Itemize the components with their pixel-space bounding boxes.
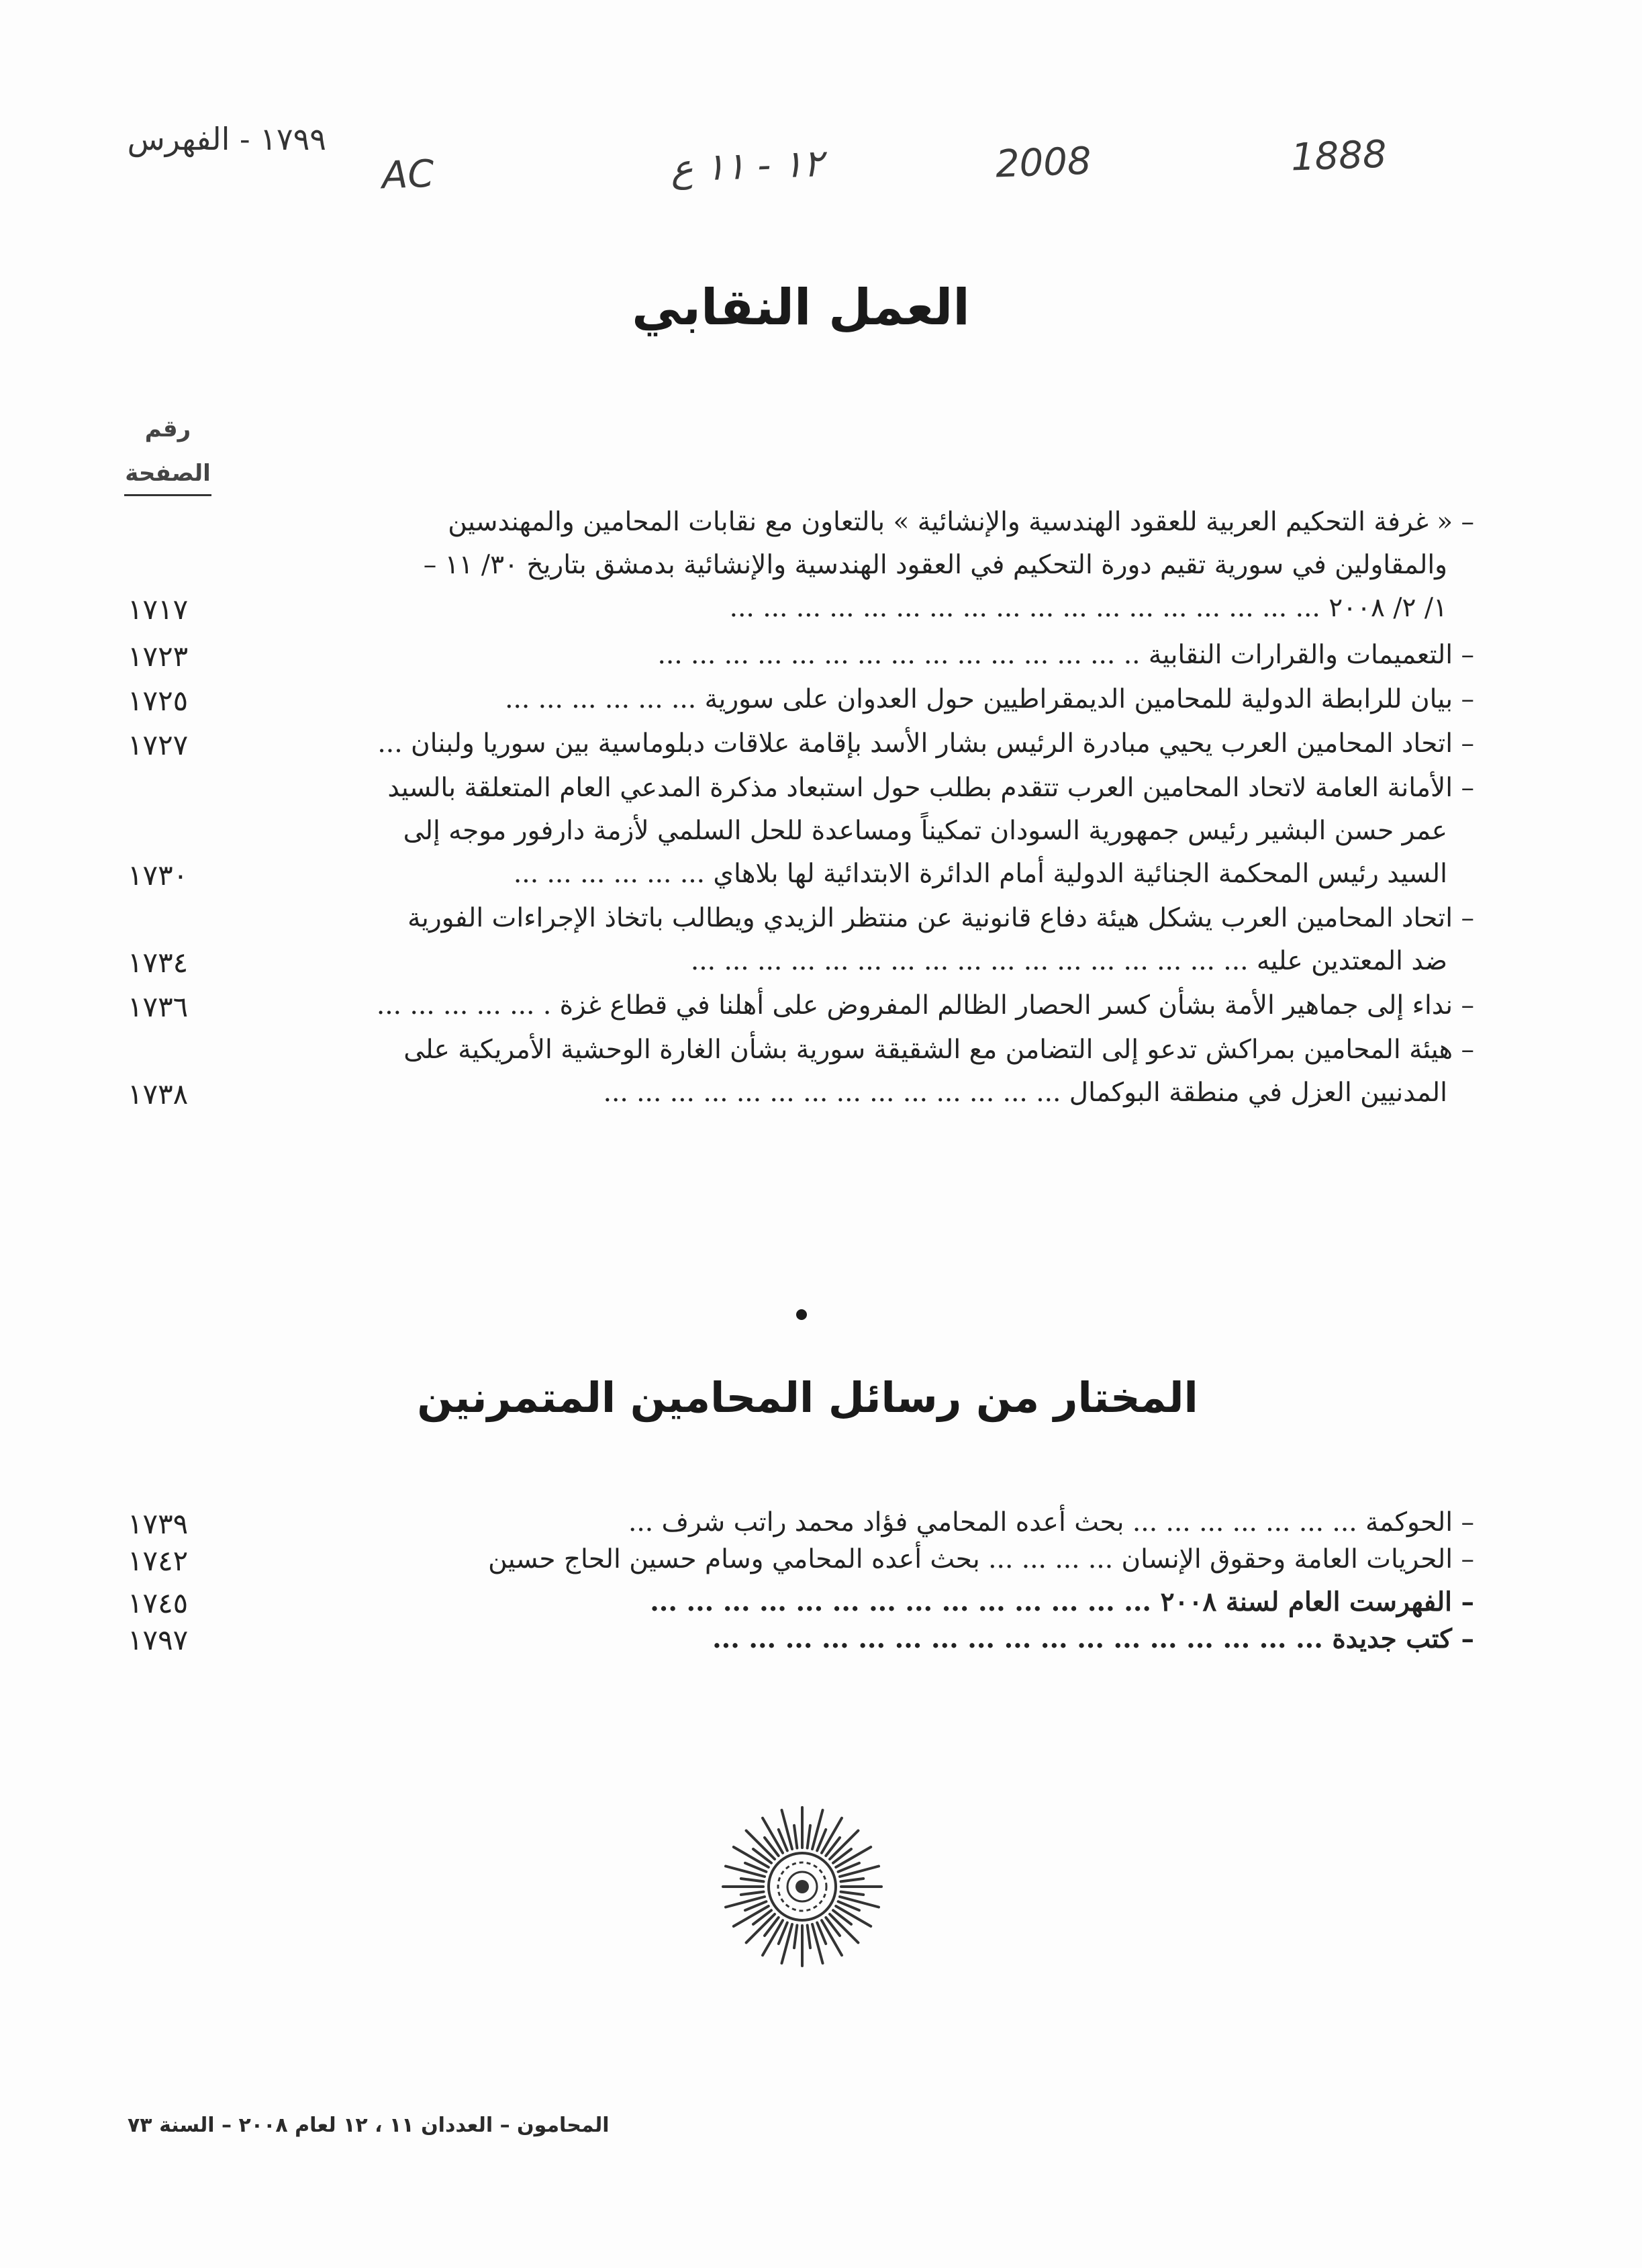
toc-entry-line: والمقاولين في سورية تقيم دورة التحكيم في العقود الهندسية والإنشائية بدمشق بتاريخ ٣٠/ ١١ – [423,550,1447,580]
section-separator-bullet [796,1309,807,1320]
toc-entry-line: – الأمانة العامة لاتحاد المحامين العرب تتقدم بطلب حول استبعاد مذكرة المدعي العام المتعلقة بالسيد [387,773,1474,803]
toc-page-number: ١٧٢٧ [128,728,189,761]
toc-page-number: ١٧٣٨ [128,1078,189,1111]
sunburst-ornament-icon [718,1803,886,1971]
toc-entry-line: – كتب جديدة ... ... ... ... ... ... ... ... ... ... ... ... ... ... ... ... ... [712,1623,1474,1654]
ornament-ray [808,1926,810,1948]
toc-entry-line: ١/ ٢/ ٢٠٠٨ ... ... ... ... ... ... ... ... ... ... ... ... ... ... ... ... ... ... [729,593,1447,623]
ornament-ray [741,1892,764,1895]
toc-entry-line: – نداء إلى جماهير الأمة بشأن كسر الحصار الظالم المفروض على أهلنا في قطاع غزة . ... ... ... ... ... [376,990,1474,1021]
handwritten-issue: ١٢ - ١١ ع [669,142,824,191]
toc-entry-line: – اتحاد المحامين العرب يشكل هيئة دفاع قانونية عن منتظر الزيدي ويطالب باتخاذ الإجراءات الفورية [407,903,1474,933]
toc-entry-line: – هيئة المحامين بمراكش تدعو إلى التضامن مع الشقيقة سورية بشأن الغارة الوحشية الأمريكية على [403,1035,1474,1065]
toc-entry-line: – الحوكمة ... ... ... ... ... ... ... بحث أعده المحامي فؤاد محمد راتب شرف ... [628,1507,1474,1538]
section-title-union-work: العمل النقابي [632,279,970,336]
toc-page-number: ١٧٤٢ [128,1544,189,1577]
toc-page-number: ١٧٣٤ [128,946,189,979]
handwritten-code: AC [381,152,435,198]
page-column-label-number: رقم [144,416,191,442]
toc-page-number: ١٧٢٥ [128,684,189,717]
toc-page-number: ١٧٣٦ [128,990,189,1023]
journal-footer: المحامون – العددان ١١ ، ١٢ لعام ٢٠٠٨ – السنة ٧٣ [128,2114,610,2137]
handwritten-year: 2008 [995,139,1093,187]
toc-entry-line: عمر حسن البشير رئيس جمهورية السودان تمكيناً ومساعدة للحل السلمي لأزمة دارفور موجه إلى [403,816,1447,846]
toc-page-number: ١٧٩٧ [128,1623,189,1656]
toc-page-number: ١٧٢٣ [128,640,189,673]
handwritten-number: 1888 [1290,132,1388,180]
toc-entry-line: ضد المعتدين عليه ... ... ... ... ... ... ... ... ... ... ... ... ... ... ... ... ... [690,946,1447,976]
printed-page-index: ١٧٩٩ - الفهرس [127,121,326,157]
ornament-ray [841,1879,864,1881]
toc-page-number: ١٧٣٠ [128,859,189,892]
ornament-ray [794,1826,797,1848]
toc-page-number: ١٧١٧ [128,593,189,626]
toc-entry-line: – الفهرست العام لسنة ٢٠٠٨ ... ... ... ... ... ... ... ... ... ... ... ... ... ... [650,1587,1474,1617]
ornament-ray [741,1879,764,1881]
toc-page-number: ١٧٣٩ [128,1507,189,1540]
page-column-label-page: الصفحة [124,453,211,496]
toc-entry-line: المدنيين العزل في منطقة البوكمال ... ... ... ... ... ... ... ... ... ... ... ... ... ... [603,1078,1447,1108]
section-title-trainee-theses: المختار من رسائل المحامين المتمرنين [417,1373,1198,1422]
toc-page-number: ١٧٤٥ [128,1587,189,1619]
ornament-ray [808,1826,810,1848]
toc-entry-line: السيد رئيس المحكمة الجنائية الدولية أمام الدائرة الابتدائية لها بلاهاي ... ... ... ... ... ... [513,859,1447,889]
toc-entry-line: – الحريات العامة وحقوق الإنسان ... ... ... ... بحث أعده المحامي وسام حسين الحاج حسين [488,1544,1474,1574]
toc-entry-line: – « غرفة التحكيم العربية للعقود الهندسية والإنشائية » بالتعاون مع نقابات المحامين والمهندسين [448,507,1474,537]
ornament-ray [841,1892,864,1895]
toc-entry-line: – التعميمات والقرارات النقابية .. ... ... ... ... ... ... ... ... ... ... ... ... ... ... [657,640,1474,670]
toc-entry-line: – اتحاد المحامين العرب يحيي مبادرة الرئيس بشار الأسد بإقامة علاقات دبلوماسية بين سوريا ولبنان ... [377,728,1474,759]
page-number-column-header [124,408,211,496]
toc-entry-line: – بيان للرابطة الدولية للمحامين الديمقراطيين حول العدوان على سورية ... ... ... ... ... ... [505,684,1474,714]
ornament-ray [794,1926,797,1948]
